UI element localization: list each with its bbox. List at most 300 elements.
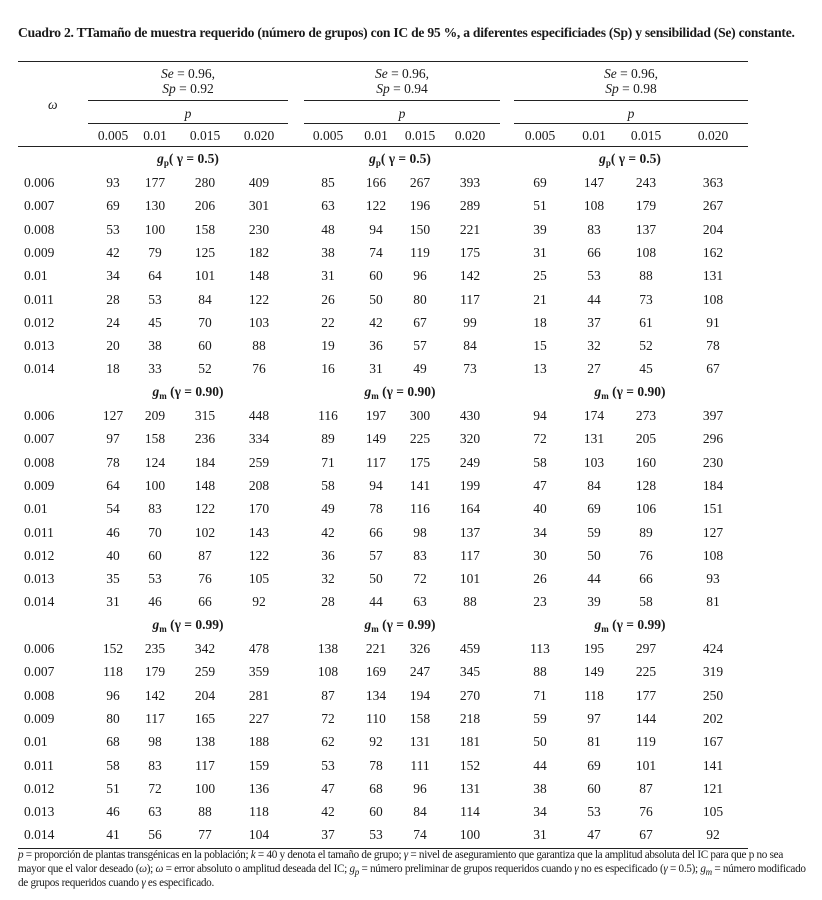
table-cell: 319 bbox=[702, 664, 724, 680]
table-cell: 196 bbox=[409, 198, 431, 214]
table-cell: 108 bbox=[635, 244, 657, 260]
footnote-text: = 40 y denota el tamaño de grupo; bbox=[255, 849, 404, 861]
table-cell: 296 bbox=[702, 431, 724, 447]
table-cell: 230 bbox=[248, 221, 270, 237]
table-cell: 61 bbox=[639, 314, 653, 330]
table-cell: 430 bbox=[459, 408, 481, 423]
column-header: 0.01 bbox=[364, 128, 388, 143]
omega-value: 0.014 bbox=[24, 594, 55, 610]
table-cell: 225 bbox=[635, 664, 657, 680]
table-cell: 124 bbox=[144, 454, 166, 470]
sp-var: Sp bbox=[605, 81, 619, 96]
footnote-text: = número modificado de grupos requeridos cuando bbox=[18, 863, 806, 889]
g-subscript: m bbox=[371, 624, 379, 634]
omega-value: 0.01 bbox=[24, 501, 48, 517]
table-cell: 138 bbox=[194, 734, 216, 750]
p-header: p bbox=[184, 106, 192, 121]
table-cell: 66 bbox=[369, 524, 383, 540]
table-cell: 66 bbox=[587, 244, 601, 260]
table-cell: 47 bbox=[587, 827, 601, 843]
table-cell: 397 bbox=[702, 408, 724, 423]
table-cell: 181 bbox=[459, 734, 481, 750]
table-cell: 169 bbox=[365, 664, 387, 680]
sp-label bbox=[514, 81, 748, 97]
table-cell: 301 bbox=[248, 198, 270, 214]
table-cell: 67 bbox=[413, 314, 427, 330]
g-subscript: p bbox=[163, 158, 169, 168]
column-header: 0.005 bbox=[524, 128, 556, 143]
footnote-text: g bbox=[700, 863, 706, 875]
footnote-text: m bbox=[705, 867, 712, 877]
table-cell: 94 bbox=[369, 477, 383, 493]
table-cell: 273 bbox=[635, 408, 657, 423]
table-cell: 111 bbox=[410, 757, 430, 773]
table-cell: 142 bbox=[144, 687, 166, 703]
g-symbol: g bbox=[594, 617, 602, 632]
table-cell: 125 bbox=[194, 244, 216, 260]
table-cell: 27 bbox=[587, 361, 601, 377]
table-cell: 113 bbox=[530, 641, 550, 656]
table-cell: 58 bbox=[106, 757, 120, 773]
table-cell: 72 bbox=[533, 431, 547, 447]
table-cell: 102 bbox=[194, 524, 216, 540]
p-rule bbox=[514, 123, 748, 124]
sp-value: = 0.98 bbox=[618, 81, 657, 96]
p-rule bbox=[88, 123, 288, 124]
gamma-label: ( γ = 0.5) bbox=[380, 151, 431, 166]
table-cell: 51 bbox=[533, 198, 547, 214]
omega-value: 0.01 bbox=[24, 734, 48, 750]
sp-value: = 0.94 bbox=[389, 81, 428, 96]
se-value: = 0.96, bbox=[387, 66, 430, 81]
table-cell: 78 bbox=[369, 501, 383, 517]
table-cell: 78 bbox=[106, 454, 120, 470]
table-cell: 66 bbox=[639, 571, 653, 587]
column-header: 0.01 bbox=[582, 128, 606, 143]
table-cell: 41 bbox=[106, 827, 120, 843]
se-value: = 0.96, bbox=[173, 66, 216, 81]
footnote-text: = proporción de plantas transgénicas en la población; bbox=[23, 849, 251, 861]
sp-label bbox=[304, 81, 500, 97]
table-cell: 78 bbox=[706, 338, 720, 354]
footnote-text: k bbox=[250, 849, 256, 861]
table-cell: 31 bbox=[533, 827, 547, 843]
table-cell: 100 bbox=[194, 780, 216, 796]
table-cell: 53 bbox=[587, 804, 601, 820]
table-cell: 89 bbox=[639, 524, 653, 540]
table-cell: 184 bbox=[702, 477, 724, 493]
omega-value: 0.014 bbox=[24, 827, 55, 843]
table-cell: 32 bbox=[587, 338, 601, 354]
column-header: 0.020 bbox=[243, 128, 275, 143]
table-cell: 108 bbox=[583, 198, 605, 214]
table-cell: 136 bbox=[248, 780, 270, 796]
table-cell: 74 bbox=[369, 244, 383, 260]
table-cell: 48 bbox=[321, 221, 335, 237]
table-cell: 116 bbox=[410, 501, 430, 517]
omega-value: 0.011 bbox=[24, 524, 54, 540]
table-cell: 97 bbox=[106, 431, 120, 447]
table-cell: 21 bbox=[533, 291, 547, 307]
table-cell: 122 bbox=[194, 501, 216, 517]
table-cell: 119 bbox=[410, 244, 430, 260]
omega-value: 0.014 bbox=[24, 361, 55, 377]
omega-value: 0.007 bbox=[24, 664, 55, 680]
table-cell: 184 bbox=[194, 454, 216, 470]
table-cell: 143 bbox=[248, 524, 270, 540]
footnote-text: γ bbox=[663, 863, 668, 875]
table-cell: 83 bbox=[148, 757, 162, 773]
table-cell: 53 bbox=[587, 268, 601, 284]
table-cell: 221 bbox=[365, 641, 387, 656]
table-cell: 26 bbox=[533, 571, 547, 587]
table-cell: 121 bbox=[702, 780, 724, 796]
table-cell: 87 bbox=[639, 780, 653, 796]
table-cell: 250 bbox=[702, 687, 724, 703]
se-label bbox=[304, 66, 500, 82]
table-cell: 235 bbox=[144, 641, 166, 656]
g-symbol: g bbox=[157, 151, 164, 166]
table-cell: 101 bbox=[194, 268, 216, 284]
table-cell: 116 bbox=[318, 408, 338, 423]
table-cell: 84 bbox=[198, 291, 212, 307]
table-cell: 32 bbox=[321, 571, 335, 587]
table-cell: 46 bbox=[148, 594, 162, 610]
table-cell: 227 bbox=[248, 710, 270, 726]
table-cell: 91 bbox=[706, 314, 720, 330]
footnote-text: γ bbox=[574, 863, 579, 875]
table-cell: 170 bbox=[248, 501, 270, 517]
group-rule bbox=[514, 100, 748, 101]
table-cell: 58 bbox=[639, 594, 653, 610]
table-cell: 50 bbox=[587, 547, 601, 563]
table-cell: 92 bbox=[706, 827, 720, 843]
table-cell: 159 bbox=[248, 757, 270, 773]
table-cell: 204 bbox=[702, 221, 724, 237]
table-cell: 448 bbox=[248, 408, 270, 423]
table-cell: 141 bbox=[409, 477, 431, 493]
table-cell: 127 bbox=[102, 408, 124, 423]
table-cell: 300 bbox=[409, 408, 431, 423]
table-cell: 93 bbox=[706, 571, 720, 587]
table-cell: 175 bbox=[409, 454, 431, 470]
table-cell: 289 bbox=[459, 198, 481, 214]
g-subscript: m bbox=[371, 391, 379, 401]
table-cell: 221 bbox=[459, 221, 481, 237]
gamma-label: (γ = 0.90) bbox=[608, 384, 666, 399]
table-cell: 25 bbox=[533, 268, 547, 284]
table-cell: 50 bbox=[533, 734, 547, 750]
table-cell: 78 bbox=[369, 757, 383, 773]
table-cell: 18 bbox=[106, 361, 120, 377]
table-cell: 76 bbox=[639, 804, 653, 820]
table-cell: 72 bbox=[321, 710, 335, 726]
footnote-text: ω bbox=[155, 863, 164, 875]
omega-value: 0.006 bbox=[24, 408, 55, 423]
se-var: Se bbox=[374, 66, 388, 81]
table-cell: 53 bbox=[148, 571, 162, 587]
table-cell: 49 bbox=[413, 361, 427, 377]
g-symbol: g bbox=[594, 384, 602, 399]
section-header bbox=[320, 617, 480, 633]
table-cell: 205 bbox=[635, 431, 657, 447]
table-cell: 50 bbox=[369, 291, 383, 307]
footnote-text: p bbox=[18, 849, 24, 861]
table-cell: 20 bbox=[106, 338, 120, 354]
gamma-label: (γ = 0.90) bbox=[166, 384, 224, 399]
table-cell: 478 bbox=[248, 641, 270, 656]
table-cell: 42 bbox=[369, 314, 383, 330]
footnote-text: p bbox=[354, 867, 359, 877]
footnote-text: ); bbox=[146, 863, 156, 875]
table-cell: 166 bbox=[365, 175, 387, 190]
omega-value: 0.008 bbox=[24, 221, 55, 237]
group-rule bbox=[88, 100, 288, 101]
table-cell: 42 bbox=[106, 244, 120, 260]
table-cell: 44 bbox=[533, 757, 547, 773]
column-header: 0.005 bbox=[312, 128, 344, 143]
table-cell: 117 bbox=[145, 710, 165, 726]
column-header: 0.01 bbox=[143, 128, 167, 143]
section-header bbox=[320, 151, 480, 167]
table-cell: 52 bbox=[198, 361, 212, 377]
table-cell: 150 bbox=[409, 221, 431, 237]
table-cell: 46 bbox=[106, 524, 120, 540]
table-cell: 247 bbox=[409, 664, 431, 680]
table-cell: 197 bbox=[365, 408, 387, 423]
table-cell: 148 bbox=[194, 477, 216, 493]
table-cell: 73 bbox=[463, 361, 477, 377]
table-cell: 204 bbox=[194, 687, 216, 703]
table-cell: 31 bbox=[321, 268, 335, 284]
table-cell: 119 bbox=[636, 734, 656, 750]
table-cell: 85 bbox=[321, 175, 335, 190]
section-header bbox=[108, 617, 268, 633]
table-cell: 58 bbox=[321, 477, 335, 493]
footnote-text: = 0.5); bbox=[667, 863, 701, 875]
table-cell: 267 bbox=[702, 198, 724, 214]
table-cell: 67 bbox=[706, 361, 720, 377]
table-cell: 94 bbox=[533, 408, 547, 423]
table-cell: 117 bbox=[460, 547, 480, 563]
table-cell: 31 bbox=[369, 361, 383, 377]
table-cell: 33 bbox=[148, 361, 162, 377]
table-cell: 108 bbox=[702, 547, 724, 563]
table-cell: 28 bbox=[321, 594, 335, 610]
table-cell: 206 bbox=[194, 198, 216, 214]
table-cell: 34 bbox=[106, 268, 120, 284]
sp-value: = 0.92 bbox=[175, 81, 214, 96]
table-cell: 131 bbox=[409, 734, 431, 750]
table-cell: 101 bbox=[459, 571, 481, 587]
table-cell: 174 bbox=[583, 408, 605, 423]
table-cell: 89 bbox=[321, 431, 335, 447]
table-cell: 13 bbox=[533, 361, 547, 377]
table-cell: 148 bbox=[248, 268, 270, 284]
gamma-label: (γ = 0.99) bbox=[378, 617, 436, 632]
table-cell: 36 bbox=[321, 547, 335, 563]
table-cell: 103 bbox=[248, 314, 270, 330]
column-header: 0.015 bbox=[404, 128, 436, 143]
table-cell: 24 bbox=[106, 314, 120, 330]
table-cell: 31 bbox=[533, 244, 547, 260]
section-header bbox=[550, 617, 710, 633]
column-header: 0.005 bbox=[97, 128, 129, 143]
table-cell: 81 bbox=[587, 734, 601, 750]
section-header bbox=[108, 151, 268, 167]
table-cell: 249 bbox=[459, 454, 481, 470]
table-cell: 60 bbox=[148, 547, 162, 563]
table-cell: 80 bbox=[413, 291, 427, 307]
table-cell: 26 bbox=[321, 291, 335, 307]
table-cell: 53 bbox=[369, 827, 383, 843]
table-cell: 42 bbox=[321, 804, 335, 820]
table-cell: 424 bbox=[702, 641, 724, 656]
table-cell: 131 bbox=[459, 780, 481, 796]
gamma-label: (γ = 0.99) bbox=[608, 617, 666, 632]
table-cell: 77 bbox=[198, 827, 212, 843]
p-header: p bbox=[398, 106, 406, 121]
omega-value: 0.009 bbox=[24, 244, 55, 260]
footnote-text: = número preliminar de grupos requeridos cuando bbox=[358, 863, 575, 875]
table-cell: 76 bbox=[252, 361, 266, 377]
table-caption: Cuadro 2. TTamaño de muestra requerido (número de grupos) con IC de 95 %, a diferentes especificiades (Sp) y sensibilidad (Se) constante. bbox=[18, 25, 795, 40]
top-rule bbox=[18, 61, 748, 62]
table-cell: 93 bbox=[106, 175, 120, 190]
omega-value: 0.011 bbox=[24, 757, 54, 773]
table-cell: 64 bbox=[106, 477, 120, 493]
table-cell: 71 bbox=[321, 454, 335, 470]
table-cell: 103 bbox=[583, 454, 605, 470]
gamma-label: (γ = 0.90) bbox=[378, 384, 436, 399]
table-cell: 297 bbox=[635, 641, 657, 656]
table-cell: 42 bbox=[321, 524, 335, 540]
table-cell: 158 bbox=[409, 710, 431, 726]
table-cell: 88 bbox=[639, 268, 653, 284]
table-cell: 60 bbox=[198, 338, 212, 354]
table-cell: 175 bbox=[459, 244, 481, 260]
table-cell: 138 bbox=[317, 641, 339, 656]
table-cell: 459 bbox=[459, 641, 481, 656]
g-symbol: g bbox=[152, 617, 160, 632]
g-subscript: m bbox=[601, 624, 609, 634]
header-bottom-rule bbox=[18, 146, 748, 147]
table-cell: 105 bbox=[248, 571, 270, 587]
table-cell: 117 bbox=[460, 291, 480, 307]
table-cell: 87 bbox=[198, 547, 212, 563]
p-header: p bbox=[627, 106, 635, 121]
table-cell: 236 bbox=[194, 431, 216, 447]
footnote-text: = nivel de aseguramiento que garantiza que la amplitud absoluta del IC para que p no sea mayor que el valor deseado ( bbox=[18, 849, 783, 875]
footnote-text: es especificado. bbox=[145, 877, 214, 889]
table-cell: 151 bbox=[702, 501, 724, 517]
table-cell: 69 bbox=[587, 501, 601, 517]
table-cell: 15 bbox=[533, 338, 547, 354]
table-cell: 30 bbox=[533, 547, 547, 563]
column-header: 0.020 bbox=[697, 128, 729, 143]
table-cell: 44 bbox=[369, 594, 383, 610]
se-label bbox=[514, 66, 748, 82]
omega-value: 0.013 bbox=[24, 571, 55, 587]
g-symbol: g bbox=[364, 617, 372, 632]
table-cell: 267 bbox=[409, 175, 431, 190]
table-cell: 88 bbox=[463, 594, 477, 610]
table-cell: 34 bbox=[533, 804, 547, 820]
table-cell: 393 bbox=[459, 175, 481, 190]
omega-value: 0.012 bbox=[24, 547, 55, 563]
table-cell: 165 bbox=[194, 710, 216, 726]
table-cell: 52 bbox=[639, 338, 653, 354]
table-cell: 87 bbox=[321, 687, 335, 703]
table-cell: 127 bbox=[702, 524, 724, 540]
omega-value: 0.011 bbox=[24, 291, 54, 307]
table-cell: 128 bbox=[635, 477, 657, 493]
table-cell: 259 bbox=[248, 454, 270, 470]
table-cell: 46 bbox=[106, 804, 120, 820]
table-cell: 83 bbox=[148, 501, 162, 517]
table-cell: 409 bbox=[248, 175, 270, 190]
table-cell: 162 bbox=[702, 244, 724, 260]
omega-value: 0.009 bbox=[24, 710, 55, 726]
table-cell: 101 bbox=[635, 757, 657, 773]
table-cell: 31 bbox=[106, 594, 120, 610]
table-cell: 147 bbox=[583, 175, 605, 190]
table-cell: 64 bbox=[148, 268, 162, 284]
table-cell: 39 bbox=[587, 594, 601, 610]
omega-value: 0.006 bbox=[24, 641, 55, 656]
table-cell: 99 bbox=[463, 314, 477, 330]
table-cell: 98 bbox=[148, 734, 162, 750]
table-cell: 92 bbox=[369, 734, 383, 750]
table-cell: 19 bbox=[321, 338, 335, 354]
table-cell: 88 bbox=[533, 664, 547, 680]
table-cell: 23 bbox=[533, 594, 547, 610]
table-cell: 208 bbox=[248, 477, 270, 493]
table-cell: 122 bbox=[248, 547, 270, 563]
table-cell: 79 bbox=[148, 244, 162, 260]
table-cell: 72 bbox=[148, 780, 162, 796]
table-cell: 320 bbox=[459, 431, 481, 447]
table-cell: 76 bbox=[198, 571, 212, 587]
table-cell: 177 bbox=[144, 175, 166, 190]
table-cell: 259 bbox=[194, 664, 216, 680]
table-cell: 149 bbox=[583, 664, 605, 680]
sp-var: Sp bbox=[376, 81, 390, 96]
table-cell: 60 bbox=[369, 268, 383, 284]
g-subscript: m bbox=[159, 624, 167, 634]
omega-value: 0.007 bbox=[24, 431, 55, 447]
g-subscript: p bbox=[605, 158, 611, 168]
group-rule bbox=[304, 100, 500, 101]
table-cell: 88 bbox=[198, 804, 212, 820]
gamma-label: ( γ = 0.5) bbox=[168, 151, 219, 166]
omega-value: 0.006 bbox=[24, 175, 55, 190]
table-cell: 363 bbox=[702, 175, 724, 190]
table-cell: 70 bbox=[148, 524, 162, 540]
table-cell: 16 bbox=[321, 361, 335, 377]
omega-value: 0.013 bbox=[24, 804, 55, 820]
table-cell: 47 bbox=[533, 477, 547, 493]
g-symbol: g bbox=[152, 384, 160, 399]
se-label bbox=[88, 66, 288, 82]
omega-value: 0.012 bbox=[24, 780, 55, 796]
table-cell: 142 bbox=[459, 268, 481, 284]
table-cell: 96 bbox=[413, 268, 427, 284]
table-cell: 92 bbox=[252, 594, 266, 610]
table-cell: 137 bbox=[459, 524, 481, 540]
table-cell: 218 bbox=[459, 710, 481, 726]
table-cell: 68 bbox=[369, 780, 383, 796]
